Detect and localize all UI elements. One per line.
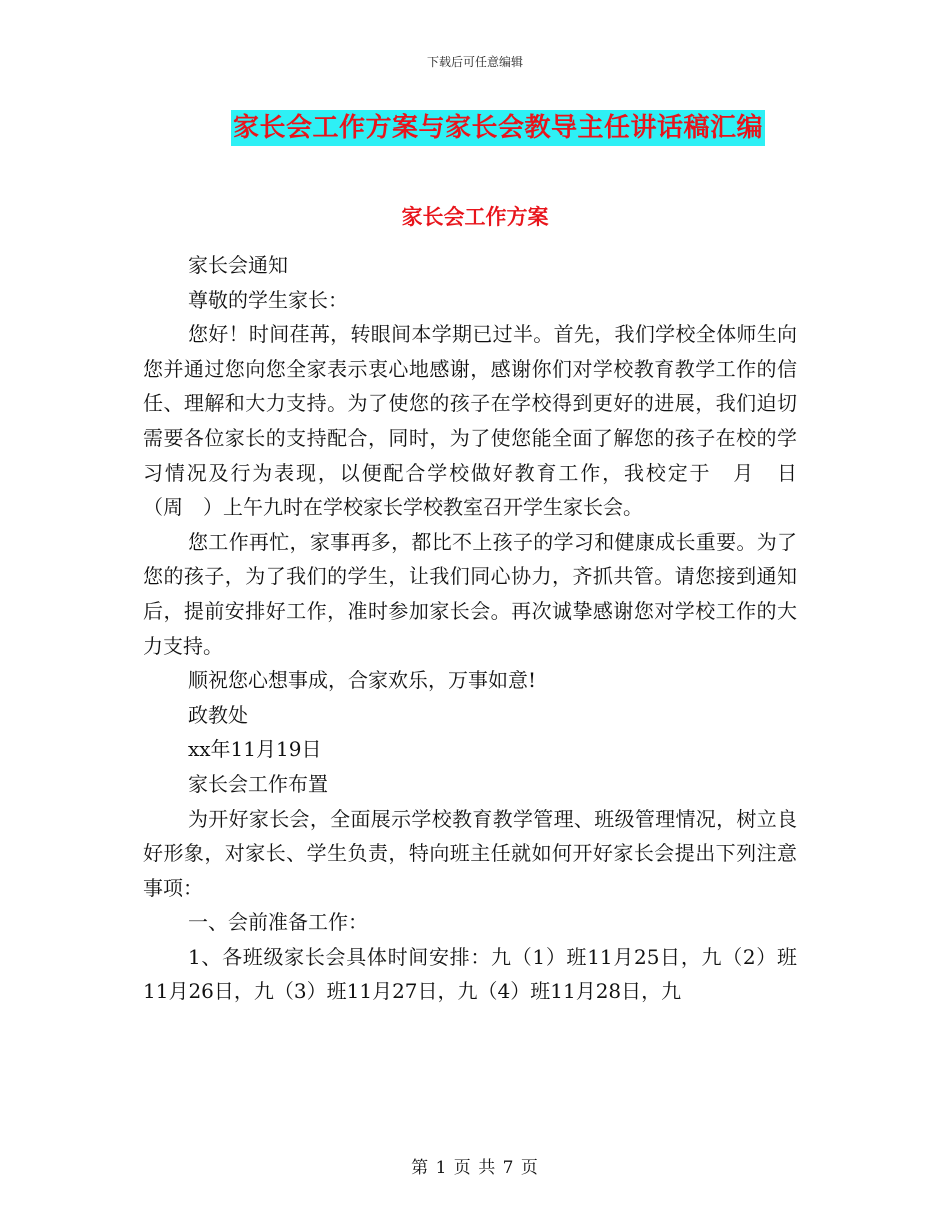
- paragraph: 家长会工作布置: [188, 771, 328, 796]
- paragraph: 1、各班级家长会具体时间安排：九（1）班11月25日，九（2）班11月26日，九（3）班11月27日，九（4）班11月28日，九: [143, 944, 797, 1004]
- document-body: [143, 248, 797, 1009]
- title-block: [0, 110, 950, 146]
- paragraph: 尊敬的学生家长：: [188, 287, 348, 312]
- paragraph: 政教处: [188, 702, 248, 727]
- paragraph: 您好！时间荏苒，转眼间本学期已过半。首先，我们学校全体师生向您并通过您向您全家表示衷心地感谢，感谢你们对学校教育教学工作的信任、理解和大力支持。为了使您的孩子在学校得到更好的进展，我们迫切需要各位家长的支持配合，同时，为了使您能全面了解您的孩子在校的学习情况及行为表现，以便配合学校做好教育工作，我校定于 月 日（周 ）上午九时在学校家长学校教室召开学生家长会。: [143, 322, 797, 520]
- paragraph: 一、会前准备工作：: [188, 910, 368, 935]
- paragraph: 为开好家长会，全面展示学校教育教学管理、班级管理情况，树立良好形象，对家长、学生负责，特向班主任就如何开好家长会提出下列注意事项：: [143, 806, 797, 900]
- paragraph: 您工作再忙，家事再多，都比不上孩子的学习和健康成长重要。为了您的孩子，为了我们的学生，让我们同心协力，齐抓共管。请您接到通知后，提前安排好工作，准时参加家长会。再次诚挚感谢您对学校工作的大力支持。: [143, 529, 797, 658]
- paragraph: xx年11月19日: [188, 737, 322, 762]
- paragraph: 家长会通知: [188, 253, 288, 277]
- section-title: 家长会工作方案: [401, 204, 549, 229]
- page-footer: 第 1 页 共 7 页: [411, 1158, 539, 1178]
- page-header: 下载后可任意编辑: [426, 55, 523, 69]
- paragraph: 顺祝您心想事成，合家欢乐，万事如意!: [188, 668, 537, 693]
- document-title: 家长会工作方案与家长会教导主任讲话稿汇编: [231, 110, 765, 146]
